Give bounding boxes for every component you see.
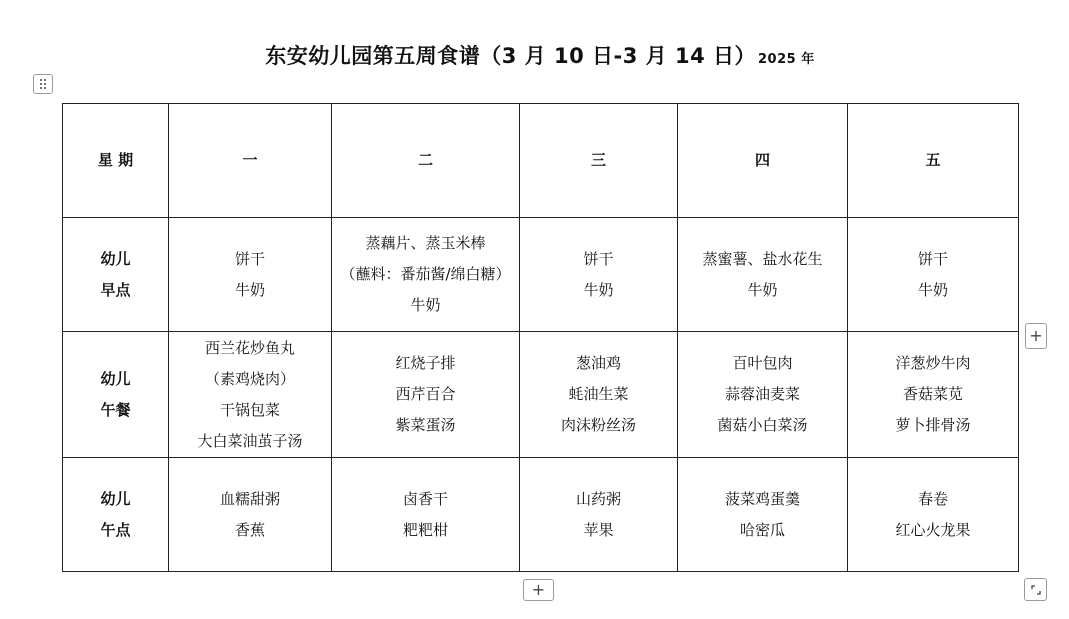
dish: 饼干 xyxy=(917,249,948,268)
meal-label-lunch[interactable] xyxy=(63,332,169,458)
dish: 牛奶 xyxy=(234,280,265,299)
meal-label-line: 午餐 xyxy=(100,400,131,419)
dish: 肉沫粉丝汤 xyxy=(560,416,636,434)
dish: （素鸡烧肉） xyxy=(204,369,295,388)
dish: 萝卜排骨汤 xyxy=(895,416,971,434)
meal-label-line: 幼儿 xyxy=(100,369,131,388)
dish: 干锅包菜 xyxy=(219,400,280,419)
document-title xyxy=(0,40,1069,70)
menu-cell[interactable] xyxy=(848,458,1019,572)
menu-cell[interactable] xyxy=(520,332,678,458)
dish: 西兰花炒鱼丸 xyxy=(204,338,295,357)
dish: 蚝油生菜 xyxy=(568,385,629,403)
dish: 牛奶 xyxy=(410,296,441,314)
table-row xyxy=(63,458,1019,572)
plus-icon: + xyxy=(1029,326,1043,345)
menu-cell[interactable] xyxy=(332,332,520,458)
dish: 牛奶 xyxy=(747,280,778,299)
dish: 菌菇小白菜汤 xyxy=(717,416,808,434)
menu-cell[interactable] xyxy=(678,218,848,332)
add-row-button[interactable] xyxy=(523,579,554,601)
table-row xyxy=(63,332,1019,458)
menu-cell[interactable] xyxy=(169,458,332,572)
menu-table xyxy=(62,103,1019,572)
menu-cell[interactable] xyxy=(169,332,332,458)
menu-cell[interactable] xyxy=(520,458,678,572)
day-header-4[interactable]: 四 xyxy=(678,104,848,218)
dish: 红心火龙果 xyxy=(895,520,971,539)
dish: 山药粥 xyxy=(575,489,621,508)
dish: 牛奶 xyxy=(583,280,614,299)
meal-label-line: 幼儿 xyxy=(100,249,131,268)
menu-cell[interactable] xyxy=(848,218,1019,332)
menu-cell[interactable] xyxy=(332,218,520,332)
dish: 苹果 xyxy=(583,520,614,539)
day-header-2[interactable]: 二 xyxy=(332,104,520,218)
dish: 哈密瓜 xyxy=(739,520,785,539)
menu-cell[interactable] xyxy=(169,218,332,332)
dish: 春卷 xyxy=(917,489,948,508)
resize-table-button[interactable] xyxy=(1024,578,1047,601)
menu-cell[interactable] xyxy=(332,458,520,572)
dish: 百叶包肉 xyxy=(732,354,793,372)
dish: 蒸蜜薯、盐水花生 xyxy=(702,249,823,268)
dish: 菠菜鸡蛋羹 xyxy=(724,489,800,508)
meal-label-line: 午点 xyxy=(100,520,131,539)
dish: 饼干 xyxy=(583,249,614,268)
day-header-3[interactable]: 三 xyxy=(520,104,678,218)
menu-cell[interactable] xyxy=(520,218,678,332)
day-header-1[interactable]: 一 xyxy=(169,104,332,218)
menu-cell[interactable] xyxy=(678,458,848,572)
meal-label-line: 幼儿 xyxy=(100,489,131,508)
table-row xyxy=(63,218,1019,332)
corner-cell[interactable]: 星 期 xyxy=(63,104,169,218)
dish: （蘸料：番茄酱/绵白糖） xyxy=(340,265,511,283)
drag-grid-icon xyxy=(38,78,48,90)
dish: 血糯甜粥 xyxy=(219,489,280,508)
dish: 牛奶 xyxy=(917,280,948,299)
menu-cell[interactable] xyxy=(678,332,848,458)
menu-cell[interactable] xyxy=(848,332,1019,458)
day-header-5[interactable]: 五 xyxy=(848,104,1019,218)
meal-label-snack[interactable] xyxy=(63,458,169,572)
dish: 西芹百合 xyxy=(395,385,456,403)
dish: 卤香干 xyxy=(402,489,448,508)
dish: 紫菜蛋汤 xyxy=(395,416,456,434)
meal-label-breakfast[interactable] xyxy=(63,218,169,332)
dish: 粑粑柑 xyxy=(402,520,448,539)
dish: 香蕉 xyxy=(234,520,265,539)
dish: 葱油鸡 xyxy=(575,354,621,372)
dish: 红烧子排 xyxy=(395,354,456,372)
title-year: 2025 年 xyxy=(758,52,815,67)
plus-icon: + xyxy=(531,580,546,599)
table-move-handle[interactable] xyxy=(33,74,53,94)
dish: 洋葱炒牛肉 xyxy=(895,354,971,372)
title-text: 东安幼儿园第五周食谱（3 月 10 日-3 月 14 日） xyxy=(265,44,757,68)
dish: 香菇菜苋 xyxy=(902,385,963,403)
resize-corner-icon xyxy=(1030,584,1042,596)
meal-label-line: 早点 xyxy=(100,280,131,299)
dish: 蒸藕片、蒸玉米棒 xyxy=(365,234,486,252)
dish: 饼干 xyxy=(234,249,265,268)
dish: 蒜蓉油麦菜 xyxy=(724,385,800,403)
dish: 大白菜油茧子汤 xyxy=(197,431,303,450)
table-header-row xyxy=(63,104,1019,218)
add-column-button[interactable] xyxy=(1025,323,1047,349)
